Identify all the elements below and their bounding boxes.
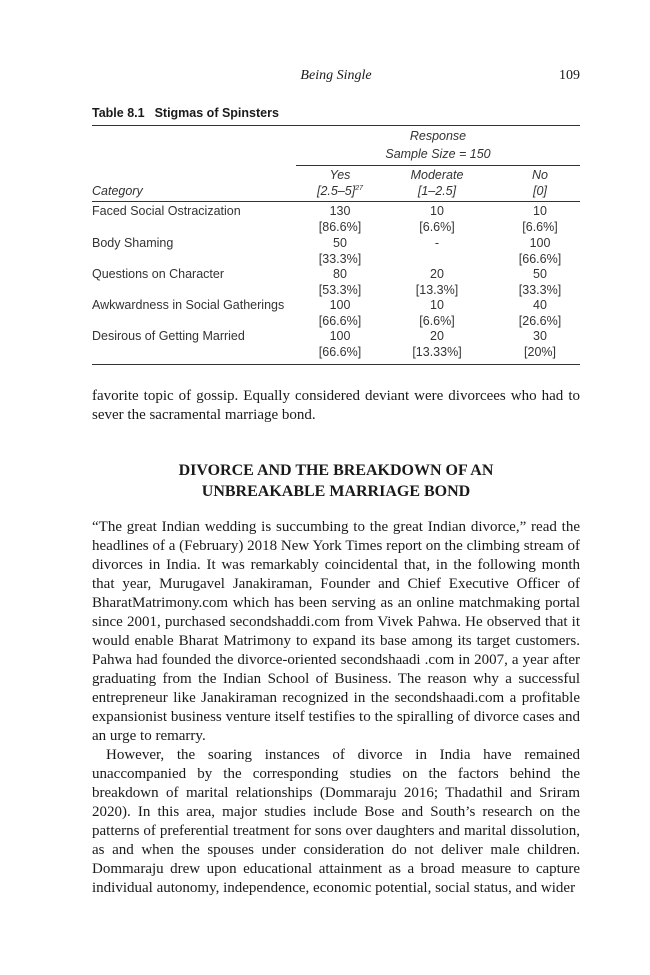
paragraph-text: However, the soaring instances of divorce in India have remained unaccompanied by the corresponding studies on the factors behind the breakdown of marital relationships (Dommaraju 2016; Thadathil and Sriram 2020). In this area, major studies include Bose and South’s research on the patterns of preferential treatment for sons over daughters and marital dissolution, as and when the spouses under consideration do not deliver male children. Dommaraju drew upon educational attainment as a broad measure to capture individual autonomy, independence, economic potential, social status, and wider — [92, 747, 580, 896]
column-range-no: [0] — [533, 184, 547, 198]
table-top-rule — [92, 125, 580, 126]
table-cell-no-pct: [26.6%] — [518, 314, 562, 328]
table-cell-moderate: 10 — [430, 298, 444, 312]
table-row-category: Questions on Character — [92, 267, 225, 281]
table-cell-moderate: 20 — [430, 329, 444, 343]
column-header-no: No — [532, 168, 548, 182]
table-cell-yes-pct: [53.3%] — [318, 283, 362, 297]
table-cell-moderate: - — [434, 236, 440, 250]
paragraph-text: favorite topic of gossip. Equally considered deviant were divorcees who had to sever the sacramental marriage bond. — [92, 388, 580, 423]
table-cell-moderate: 20 — [430, 267, 444, 281]
sample-size-header: Sample Size = 150 — [385, 147, 491, 161]
table-bottom-rule — [92, 364, 580, 365]
table-cell-moderate-pct: [13.3%] — [415, 283, 459, 297]
table-header-rule — [92, 201, 580, 202]
response-header: Response — [409, 129, 467, 143]
response-rule — [296, 165, 580, 166]
table-title: Stigmas of Spinsters — [154, 106, 279, 120]
table-cell-moderate: 10 — [430, 204, 444, 218]
column-range-yes: $[2.5-5]^{27}$ — [316, 184, 364, 198]
column-header-yes: Yes — [329, 168, 351, 182]
running-title: Being Single — [300, 68, 372, 83]
table-row-category: Faced Social Ostracization — [92, 204, 241, 218]
running-head — [92, 68, 580, 88]
paragraph — [92, 518, 580, 898]
table-cell-yes: 100 — [329, 329, 351, 343]
table-cell-yes: 100 — [329, 298, 351, 312]
section-heading-line: UNBREAKABLE MARRIAGE BOND — [201, 483, 471, 500]
table-cell-yes-pct: [33.3%] — [318, 252, 362, 266]
table-row-category: Awkwardness in Social Gatherings — [92, 298, 285, 312]
page-number: 109 — [559, 68, 580, 83]
table-cell-no-pct: [66.6%] — [518, 252, 562, 266]
footnote-marker: 27 — [355, 184, 364, 192]
section-heading — [92, 460, 580, 502]
table-cell-no: 30 — [533, 329, 547, 343]
paragraph-text: “The great Indian wedding is succumbing to the great Indian divorce,” read the headlines of a (February) 2018 New York Times report on the climbing stream of divorces in India. It was remarkably coincidental that, in the following month that year, Murugavel Janakiraman, Founder and Chief Executive Officer of BharatMatrimony.com which has been serving as an online matchmaking portal since 2001, purchased secondshaddi.com from Vivek Pahwa. He observed that it would enable Bharat Matrimony to expand its base among its target customers. Pahwa had founded the divorce-oriented secondshaadi .com in 2007, a year after graduating from the Indian School of Business. The reason why a successful entrepreneur like Janakiraman recognized in the secondshaadi.com a profitable expansionist business venture itself testifies to the spiralling of divorce cases and an urge to remarry. — [92, 519, 580, 744]
table-cell-no: 40 — [533, 298, 547, 312]
table-cell-yes-pct: [66.6%] — [318, 345, 362, 359]
table-row-category: Body Shaming — [92, 236, 174, 250]
category-header: Category — [92, 184, 143, 198]
section-heading-line: DIVORCE AND THE BREAKDOWN OF AN — [178, 462, 494, 479]
table-cell-yes: 130 — [329, 204, 351, 218]
column-range-moderate: [1–2.5] — [417, 184, 457, 198]
column-header-moderate: Moderate — [410, 168, 464, 182]
table-cell-yes: 50 — [333, 236, 347, 250]
table-row-category: Desirous of Getting Married — [92, 329, 245, 343]
table-label: Table 8.1 — [92, 106, 145, 120]
table-cell-yes-pct: [66.6%] — [318, 314, 362, 328]
table-cell-no-pct: [33.3%] — [518, 283, 562, 297]
table-cell-moderate-pct: [6.6%] — [419, 314, 455, 328]
paragraph — [92, 387, 580, 425]
table-cell-no: 100 — [529, 236, 551, 250]
table-caption — [92, 106, 279, 120]
table-cell-no-pct: [6.6%] — [522, 220, 558, 234]
table-cell-moderate-pct: [6.6%] — [419, 220, 455, 234]
table-cell-no: 50 — [533, 267, 547, 281]
table-cell-no-pct: [20%] — [524, 345, 556, 359]
table-cell-no: 10 — [533, 204, 547, 218]
table-cell-moderate-pct: [13.33%] — [412, 345, 462, 359]
table-cell-yes: 80 — [333, 267, 347, 281]
table-cell-yes-pct: [86.6%] — [318, 220, 362, 234]
